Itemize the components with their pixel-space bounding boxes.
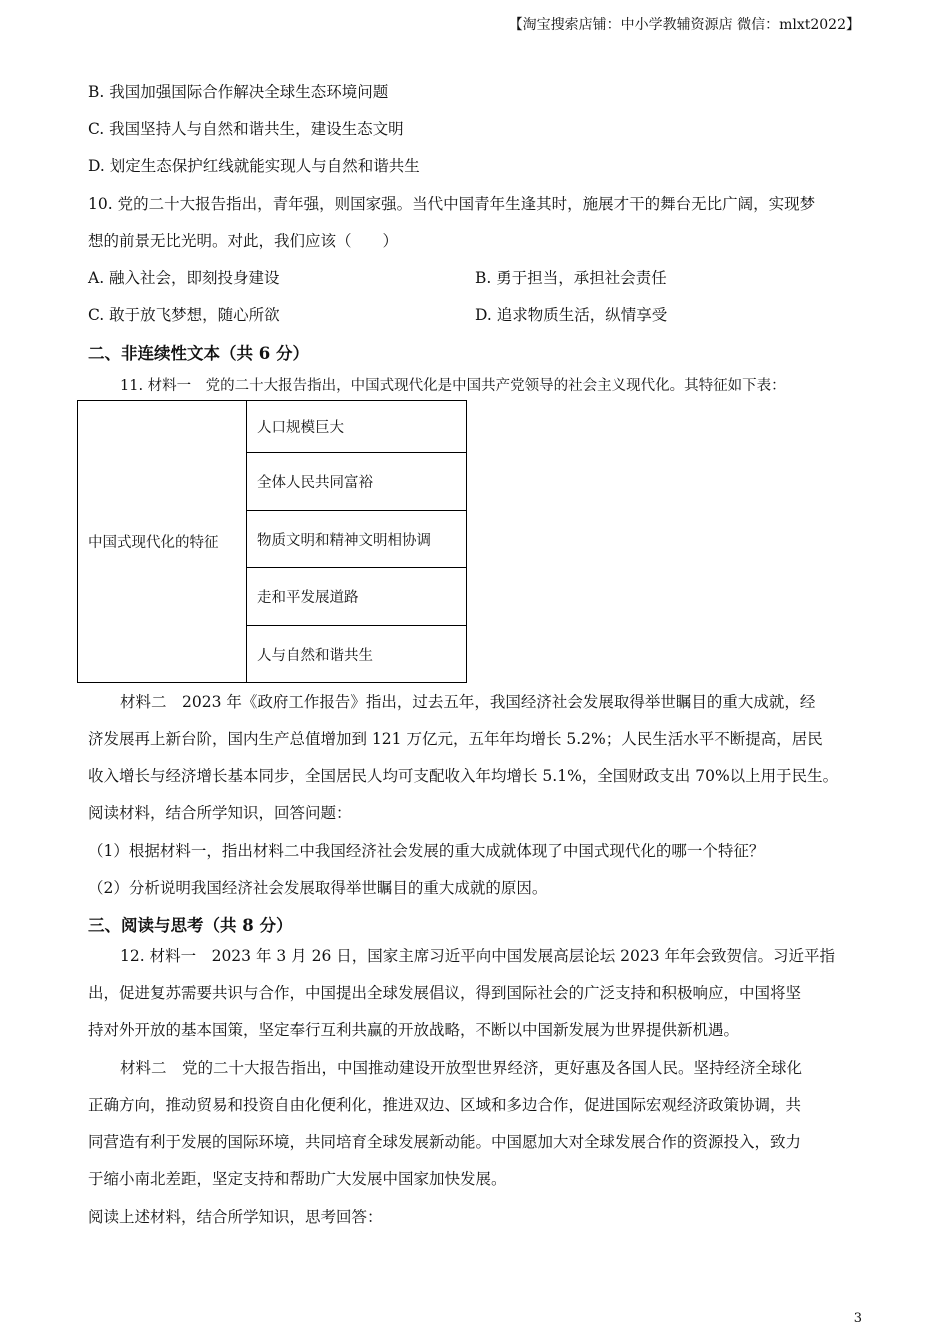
q10-option-a: A. 融入社会，即刻投身建设 (88, 269, 280, 287)
q12-material1-line3: 持对外开放的基本国策，坚定奉行互利共赢的开放战略，不断以中国新发展为世界提供新机遇。 (88, 1021, 740, 1039)
table-feature-cell: 物质文明和精神文明相协调 (247, 511, 467, 568)
modernization-features-table (77, 400, 467, 683)
page-number: 3 (853, 1311, 862, 1326)
table-feature-cell: 人与自然和谐共生 (247, 626, 467, 683)
q12-material2-line4: 于缩小南北差距，坚定支持和帮助广大发展中国家加快发展。 (88, 1170, 507, 1188)
section2-title: 二、非连续性文本（共 6 分） (88, 344, 309, 363)
q10-stem-line2: 想的前景无比光明。对此，我们应该（ ） (88, 232, 399, 250)
material2-line2: 济发展再上新台阶，国内生产总值增加到 121 万亿元，五年年均增长 5.2%；人民生活水平不断提高，居民 (88, 730, 823, 748)
q11-subquestion-2: （2）分析说明我国经济社会发展取得举世瞩目的重大成就的原因。 (88, 879, 548, 897)
q9-option-c: C. 我国坚持人与自然和谐共生，建设生态文明 (88, 120, 404, 138)
q12-material1-line2: 出，促进复苏需要共识与合作，中国提出全球发展倡议，得到国际社会的广泛支持和积极响应，中国将坚 (88, 984, 802, 1002)
material2-line1: 材料二 2023 年《政府工作报告》指出，过去五年，我国经济社会发展取得举世瞩目的重大成就，经 (120, 693, 816, 711)
table-feature-cell: 全体人民共同富裕 (247, 453, 467, 511)
material2-line3: 收入增长与经济增长基本同步，全国居民人均可支配收入年均增长 5.1%，全国财政支出 70%以上用于民生。 (88, 767, 839, 785)
q9-option-d: D. 划定生态保护红线就能实现人与自然和谐共生 (88, 157, 420, 175)
page-header-watermark: 【淘宝搜索店铺：中小学教辅资源店 微信：mlxt2022】 (508, 17, 860, 33)
q10-option-c: C. 敢于放飞梦想，随心所欲 (88, 306, 280, 324)
q12-material2-line3: 同营造有利于发展的国际环境，共同培育全球发展新动能。中国愿加大对全球发展合作的资源投入，致力 (88, 1133, 802, 1151)
section3-title: 三、阅读与思考（共 8 分） (88, 916, 293, 935)
table-left-label: 中国式现代化的特征 (78, 401, 247, 683)
q11-subquestion-1: （1）根据材料一，指出材料二中我国经济社会发展的重大成就体现了中国式现代化的哪一个特征？ (88, 842, 765, 860)
q12-material1-line1: 12. 材料一 2023 年 3 月 26 日，国家主席习近平向中国发展高层论坛 2023 年年会致贺信。习近平指 (120, 947, 836, 965)
table-feature-cell: 走和平发展道路 (247, 568, 467, 626)
q10-option-d: D. 追求物质生活，纵情享受 (475, 306, 668, 324)
q11-intro: 11. 材料一 党的二十大报告指出，中国式现代化是中国共产党领导的社会主义现代化。其特征如下表： (120, 378, 786, 394)
q10-stem-line1: 10. 党的二十大报告指出，青年强，则国家强。当代中国青年生逢其时，施展才干的舞台无比广阔，实现梦 (88, 195, 816, 213)
q12-material2-line1: 材料二 党的二十大报告指出，中国推动建设开放型世界经济，更好惠及各国人民。坚持经济全球化 (120, 1059, 803, 1077)
section3-instruction: 阅读上述材料，结合所学知识，思考回答： (88, 1208, 383, 1226)
section2-instruction: 阅读材料，结合所学知识，回答问题： (88, 804, 352, 822)
q9-option-b: B. 我国加强国际合作解决全球生态环境问题 (88, 83, 389, 101)
table-feature-cell: 人口规模巨大 (247, 401, 467, 453)
q10-option-b: B. 勇于担当，承担社会责任 (475, 269, 667, 287)
q12-material2-line2: 正确方向，推动贸易和投资自由化便利化，推进双边、区域和多边合作，促进国际宏观经济政策协调，共 (88, 1096, 802, 1114)
